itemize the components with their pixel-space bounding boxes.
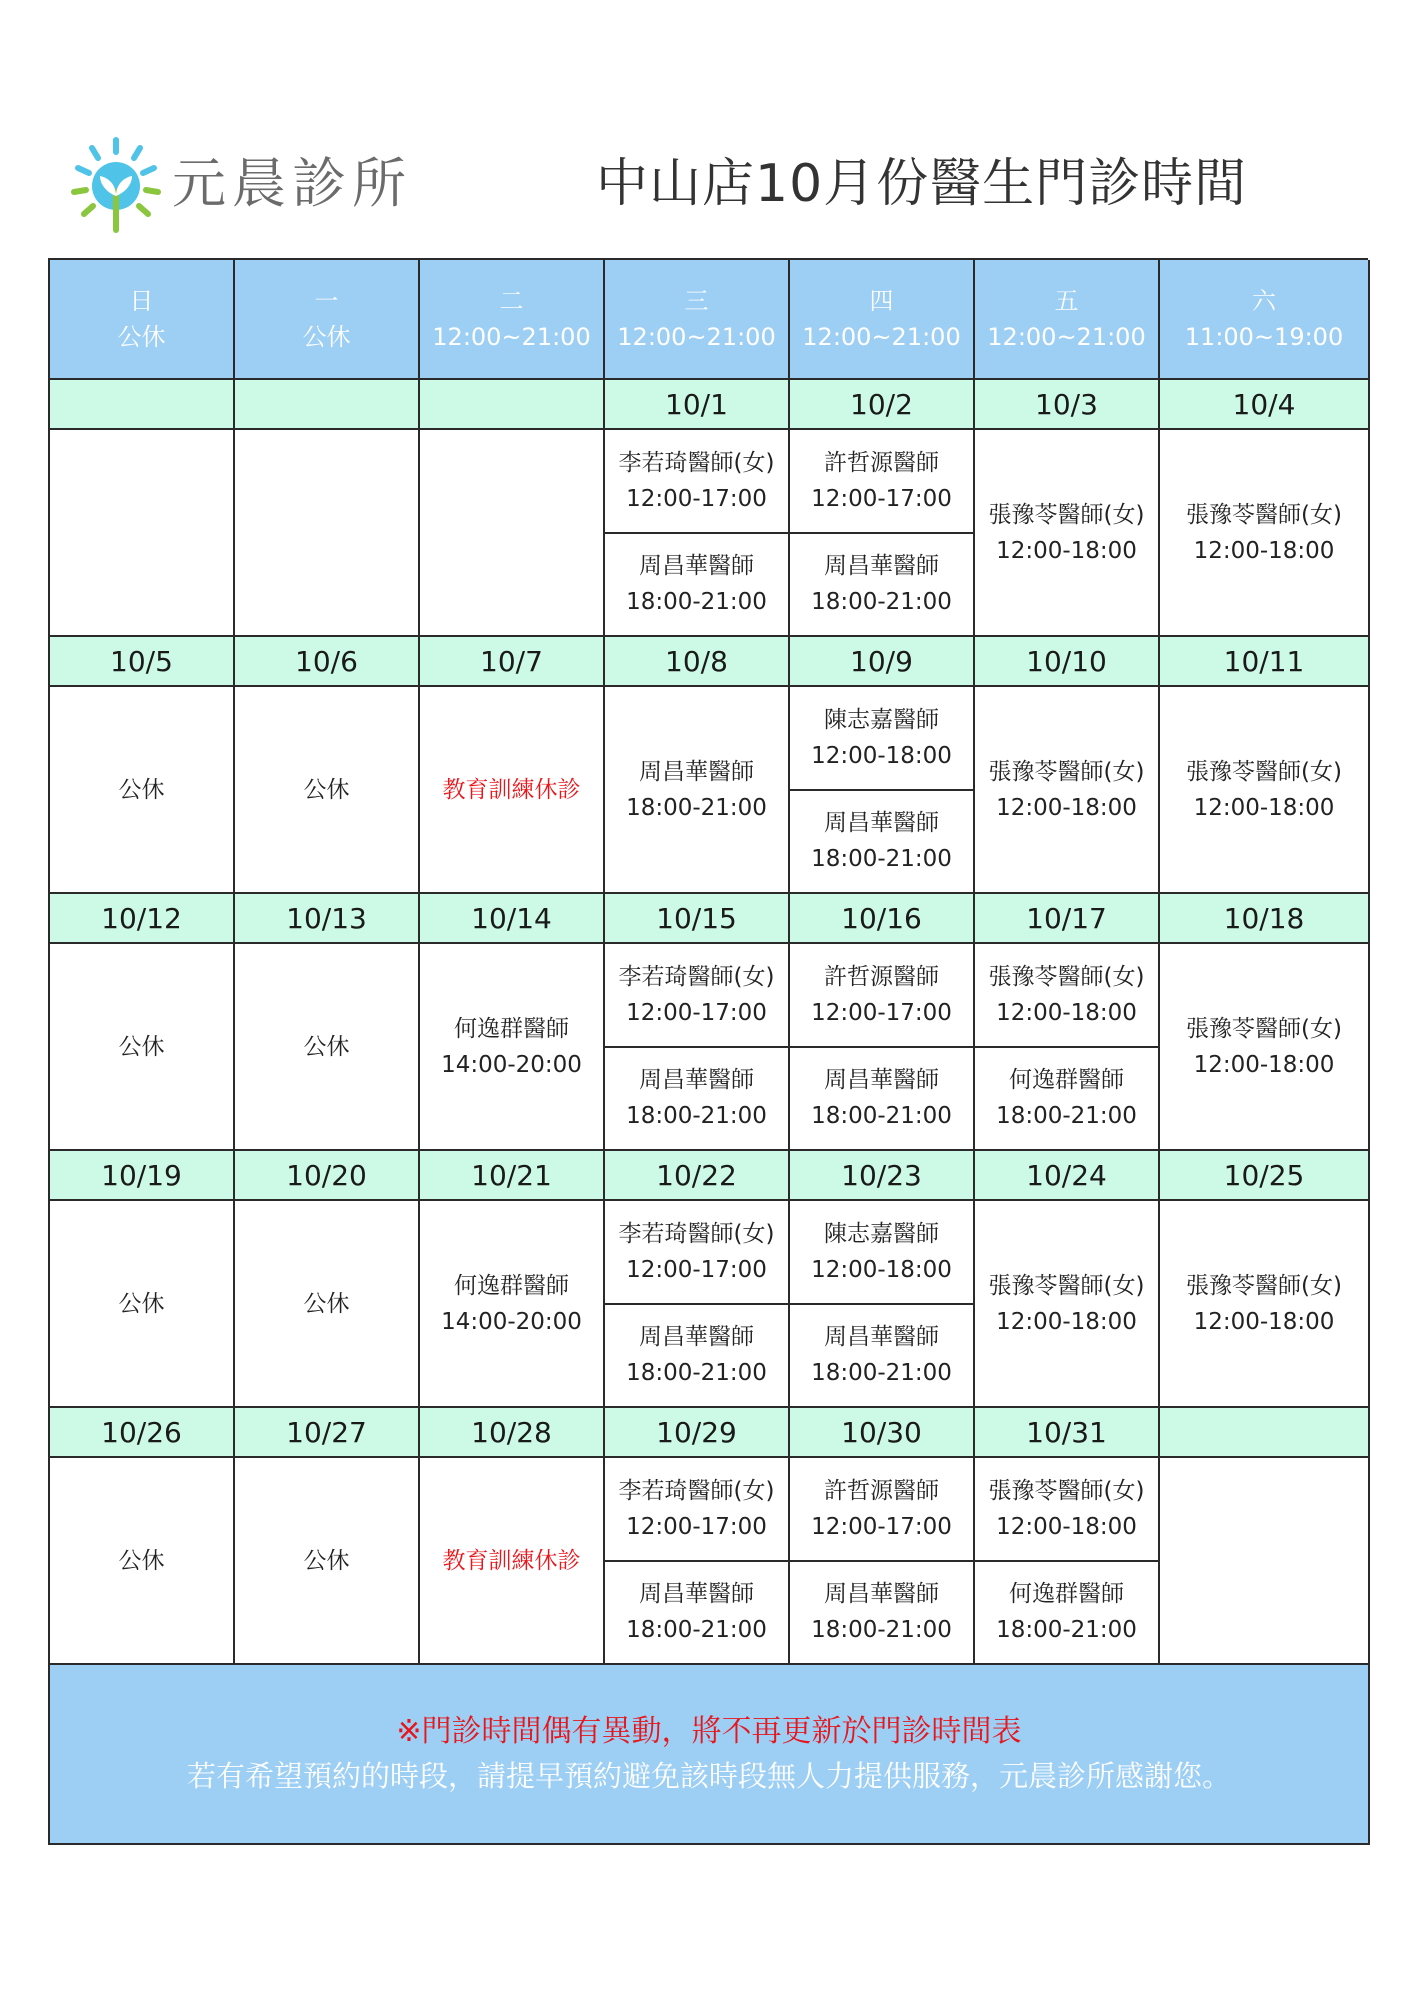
schedule-cell-empty <box>235 430 420 637</box>
weekday-hours: 11:00~19:00 <box>1184 323 1344 351</box>
training-closure-label: 教育訓練休診 <box>442 776 581 803</box>
closed-label: 公休 <box>118 1290 165 1317</box>
clinic-hours: 12:00-18:00 <box>996 1513 1137 1540</box>
doctor-name: 李若琦醫師(女) <box>618 1477 775 1504</box>
date-cell: 10/15 <box>605 894 790 944</box>
closed-label: 公休 <box>303 776 350 803</box>
clinic-hours: 14:00-20:00 <box>441 1308 582 1335</box>
date-cell: 10/18 <box>1160 894 1370 944</box>
doctor-slot <box>790 1201 973 1303</box>
doctor-slot <box>790 430 973 532</box>
doctor-slot <box>790 1046 973 1150</box>
weekday-hours: 公休 <box>302 323 351 351</box>
date-cell: 10/2 <box>790 380 975 430</box>
doctor-slot <box>790 687 973 789</box>
schedule-cell-split <box>975 1458 1160 1665</box>
clinic-hours: 18:00-21:00 <box>626 794 767 821</box>
date-cell: 10/28 <box>420 1408 605 1458</box>
doctor-name: 陳志嘉醫師 <box>824 1220 939 1247</box>
schedule-cell <box>235 1458 420 1665</box>
schedule-cell-empty <box>50 430 235 637</box>
doctor-slot <box>975 944 1158 1046</box>
weekday-hours: 12:00~21:00 <box>802 323 961 351</box>
doctor-slot <box>605 1046 788 1150</box>
schedule-cell <box>1160 944 1370 1151</box>
clinic-hours: 12:00-17:00 <box>626 1513 767 1540</box>
doctor-name: 周昌華醫師 <box>639 1067 754 1094</box>
doctor-name: 周昌華醫師 <box>639 758 754 785</box>
notice-footer <box>50 1665 1370 1845</box>
doctor-name: 張豫苓醫師(女) <box>1186 1015 1342 1042</box>
clinic-hours: 12:00-18:00 <box>996 999 1137 1026</box>
weekday-hours: 12:00~21:00 <box>432 323 591 351</box>
date-cell: 10/27 <box>235 1408 420 1458</box>
weekday-header <box>605 260 790 380</box>
weekday-label: 二 <box>499 287 524 315</box>
doctor-name: 陳志嘉醫師 <box>824 706 939 733</box>
date-cell <box>420 380 605 430</box>
schedule-cell <box>50 1201 235 1408</box>
schedule-cell-split <box>605 1201 790 1408</box>
weekday-label: 六 <box>1252 287 1276 315</box>
date-cell: 10/29 <box>605 1408 790 1458</box>
doctor-slot <box>790 789 973 893</box>
clinic-hours: 18:00-21:00 <box>811 589 952 616</box>
doctor-slot <box>975 1458 1158 1560</box>
doctor-slot <box>975 1046 1158 1150</box>
weekday-hours: 12:00~21:00 <box>987 323 1146 351</box>
doctor-slot <box>605 1303 788 1407</box>
clinic-hours: 12:00-17:00 <box>626 1256 767 1283</box>
clinic-hours: 18:00-21:00 <box>811 1103 952 1130</box>
date-cell: 10/17 <box>975 894 1160 944</box>
schedule-cell-split <box>605 430 790 637</box>
clinic-hours: 18:00-21:00 <box>996 1103 1137 1130</box>
date-cell: 10/12 <box>50 894 235 944</box>
doctor-name: 許哲源醫師 <box>824 1477 939 1504</box>
doctor-name: 周昌華醫師 <box>824 553 939 580</box>
schedule-cell <box>1160 430 1370 637</box>
clinic-hours: 12:00-17:00 <box>626 999 767 1026</box>
schedule-cell <box>50 944 235 1151</box>
doctor-name: 何逸群醫師 <box>454 1015 569 1042</box>
clinic-hours: 12:00-17:00 <box>811 485 952 512</box>
date-cell: 10/26 <box>50 1408 235 1458</box>
date-cell: 10/22 <box>605 1151 790 1201</box>
doctor-slot <box>790 1458 973 1560</box>
schedule-cell-split <box>605 944 790 1151</box>
doctor-slot <box>975 1560 1158 1664</box>
doctor-name: 張豫苓醫師(女) <box>1186 501 1342 528</box>
schedule-cell <box>420 1458 605 1665</box>
date-cell: 10/6 <box>235 637 420 687</box>
date-cell: 10/9 <box>790 637 975 687</box>
date-cell: 10/8 <box>605 637 790 687</box>
clinic-hours: 18:00-21:00 <box>626 589 767 616</box>
schedule-cell <box>605 687 790 894</box>
clinic-hours: 12:00-18:00 <box>1193 537 1335 564</box>
weekday-header <box>1160 260 1370 380</box>
date-cell: 10/3 <box>975 380 1160 430</box>
clinic-hours: 18:00-21:00 <box>811 846 952 873</box>
schedule-cell-split <box>790 1201 975 1408</box>
weekday-header <box>235 260 420 380</box>
weekday-hours: 12:00~21:00 <box>617 323 776 351</box>
schedule-cell-empty <box>1160 1458 1370 1665</box>
weekday-label: 日 <box>129 287 154 315</box>
doctor-slot <box>605 1201 788 1303</box>
clinic-hours: 12:00-18:00 <box>996 794 1137 821</box>
doctor-name: 何逸群醫師 <box>1009 1067 1124 1094</box>
doctor-name: 張豫苓醫師(女) <box>988 1477 1145 1504</box>
clinic-hours: 12:00-18:00 <box>1193 794 1335 821</box>
clinic-hours: 12:00-17:00 <box>811 1513 952 1540</box>
schedule-cell <box>420 687 605 894</box>
date-cell: 10/24 <box>975 1151 1160 1201</box>
weekday-label: 三 <box>684 287 709 315</box>
date-cell: 10/19 <box>50 1151 235 1201</box>
doctor-name: 周昌華醫師 <box>824 810 939 837</box>
clinic-hours: 12:00-18:00 <box>996 537 1137 564</box>
date-cell: 10/7 <box>420 637 605 687</box>
weekday-hours: 公休 <box>117 323 166 351</box>
weekday-label: 四 <box>869 287 894 315</box>
closed-label: 公休 <box>118 1547 165 1574</box>
closed-label: 公休 <box>303 1547 350 1574</box>
date-cell: 10/20 <box>235 1151 420 1201</box>
doctor-name: 周昌華醫師 <box>639 553 754 580</box>
date-cell: 10/31 <box>975 1408 1160 1458</box>
date-cell: 10/13 <box>235 894 420 944</box>
doctor-slot <box>790 1560 973 1664</box>
doctor-name: 張豫苓醫師(女) <box>1186 1272 1342 1299</box>
date-cell <box>50 380 235 430</box>
date-cell: 10/1 <box>605 380 790 430</box>
clinic-hours: 12:00-18:00 <box>996 1308 1137 1335</box>
schedule-cell-split <box>790 430 975 637</box>
schedule-cell <box>975 1201 1160 1408</box>
booking-message: 若有希望預約的時段，請提早預約避免該時段無人力提供服務，元晨診所感謝您。 <box>186 1759 1231 1793</box>
doctor-slot <box>605 1560 788 1664</box>
clinic-hours: 18:00-21:00 <box>626 1103 767 1130</box>
schedule-table <box>48 258 1368 1845</box>
date-cell: 10/14 <box>420 894 605 944</box>
doctor-name: 李若琦醫師(女) <box>618 449 775 476</box>
schedule-cell-empty <box>420 430 605 637</box>
schedule-cell <box>1160 687 1370 894</box>
weekday-label: 五 <box>1054 287 1079 315</box>
schedule-cell-split <box>790 944 975 1151</box>
clinic-hours: 14:00-20:00 <box>441 1051 582 1078</box>
doctor-slot <box>605 1458 788 1560</box>
schedule-cell-split <box>605 1458 790 1665</box>
closed-label: 公休 <box>118 1033 165 1060</box>
doctor-name: 周昌華醫師 <box>824 1581 939 1608</box>
page-title: 中山店10月份醫生門診時間 <box>596 154 1248 214</box>
clinic-hours: 12:00-18:00 <box>1193 1051 1335 1078</box>
schedule-cell <box>235 687 420 894</box>
schedule-cell <box>420 944 605 1151</box>
date-cell: 10/30 <box>790 1408 975 1458</box>
weekday-header <box>790 260 975 380</box>
weekday-header <box>50 260 235 380</box>
date-cell: 10/25 <box>1160 1151 1370 1201</box>
schedule-cell-split <box>975 944 1160 1151</box>
clinic-hours: 12:00-17:00 <box>811 999 952 1026</box>
schedule-cell <box>235 1201 420 1408</box>
doctor-name: 張豫苓醫師(女) <box>1186 758 1342 785</box>
clinic-hours: 18:00-21:00 <box>811 1617 952 1644</box>
schedule-cell <box>975 687 1160 894</box>
clinic-hours: 12:00-18:00 <box>811 1256 952 1283</box>
doctor-name: 何逸群醫師 <box>1009 1581 1124 1608</box>
date-cell: 10/23 <box>790 1151 975 1201</box>
schedule-cell <box>235 944 420 1151</box>
closed-label: 公休 <box>118 776 165 803</box>
doctor-name: 張豫苓醫師(女) <box>988 1272 1145 1299</box>
weekday-header <box>420 260 605 380</box>
schedule-change-notice: ※門診時間偶有異動，將不再更新於門診時間表 <box>396 1714 1022 1749</box>
doctor-slot <box>605 944 788 1046</box>
doctor-name: 何逸群醫師 <box>454 1272 569 1299</box>
date-cell: 10/11 <box>1160 637 1370 687</box>
doctor-name: 周昌華醫師 <box>824 1067 939 1094</box>
clinic-hours: 12:00-18:00 <box>811 742 952 769</box>
date-cell: 10/21 <box>420 1151 605 1201</box>
schedule-cell <box>975 430 1160 637</box>
doctor-name: 許哲源醫師 <box>824 449 939 476</box>
doctor-name: 周昌華醫師 <box>639 1324 754 1351</box>
schedule-cell-split <box>790 1458 975 1665</box>
clinic-hours: 18:00-21:00 <box>811 1360 952 1387</box>
clinic-brand-name: 元晨診所 <box>172 152 412 215</box>
doctor-name: 周昌華醫師 <box>824 1324 939 1351</box>
date-cell: 10/4 <box>1160 380 1370 430</box>
date-cell <box>1160 1408 1370 1458</box>
schedule-cell <box>420 1201 605 1408</box>
schedule-cell <box>50 1458 235 1665</box>
doctor-slot <box>605 430 788 532</box>
doctor-slot <box>790 944 973 1046</box>
schedule-cell <box>50 687 235 894</box>
doctor-name: 張豫苓醫師(女) <box>988 501 1145 528</box>
doctor-slot <box>790 1303 973 1407</box>
doctor-slot <box>605 532 788 636</box>
doctor-name: 周昌華醫師 <box>639 1581 754 1608</box>
clinic-hours: 18:00-21:00 <box>626 1617 767 1644</box>
clinic-hours: 12:00-17:00 <box>626 485 767 512</box>
doctor-name: 許哲源醫師 <box>824 963 939 990</box>
closed-label: 公休 <box>303 1033 350 1060</box>
weekday-label: 一 <box>314 287 339 315</box>
closed-label: 公休 <box>303 1290 350 1317</box>
clinic-hours: 18:00-21:00 <box>996 1617 1137 1644</box>
weekday-header <box>975 260 1160 380</box>
doctor-slot <box>790 532 973 636</box>
date-cell: 10/16 <box>790 894 975 944</box>
date-cell: 10/5 <box>50 637 235 687</box>
doctor-name: 張豫苓醫師(女) <box>988 963 1145 990</box>
date-cell: 10/10 <box>975 637 1160 687</box>
schedule-cell-split <box>790 687 975 894</box>
doctor-name: 張豫苓醫師(女) <box>988 758 1145 785</box>
doctor-name: 李若琦醫師(女) <box>618 963 775 990</box>
training-closure-label: 教育訓練休診 <box>442 1547 581 1574</box>
doctor-name: 李若琦醫師(女) <box>618 1220 775 1247</box>
clinic-logo-icon <box>66 134 166 234</box>
schedule-cell <box>1160 1201 1370 1408</box>
clinic-hours: 12:00-18:00 <box>1193 1308 1335 1335</box>
date-cell <box>235 380 420 430</box>
clinic-hours: 18:00-21:00 <box>626 1360 767 1387</box>
